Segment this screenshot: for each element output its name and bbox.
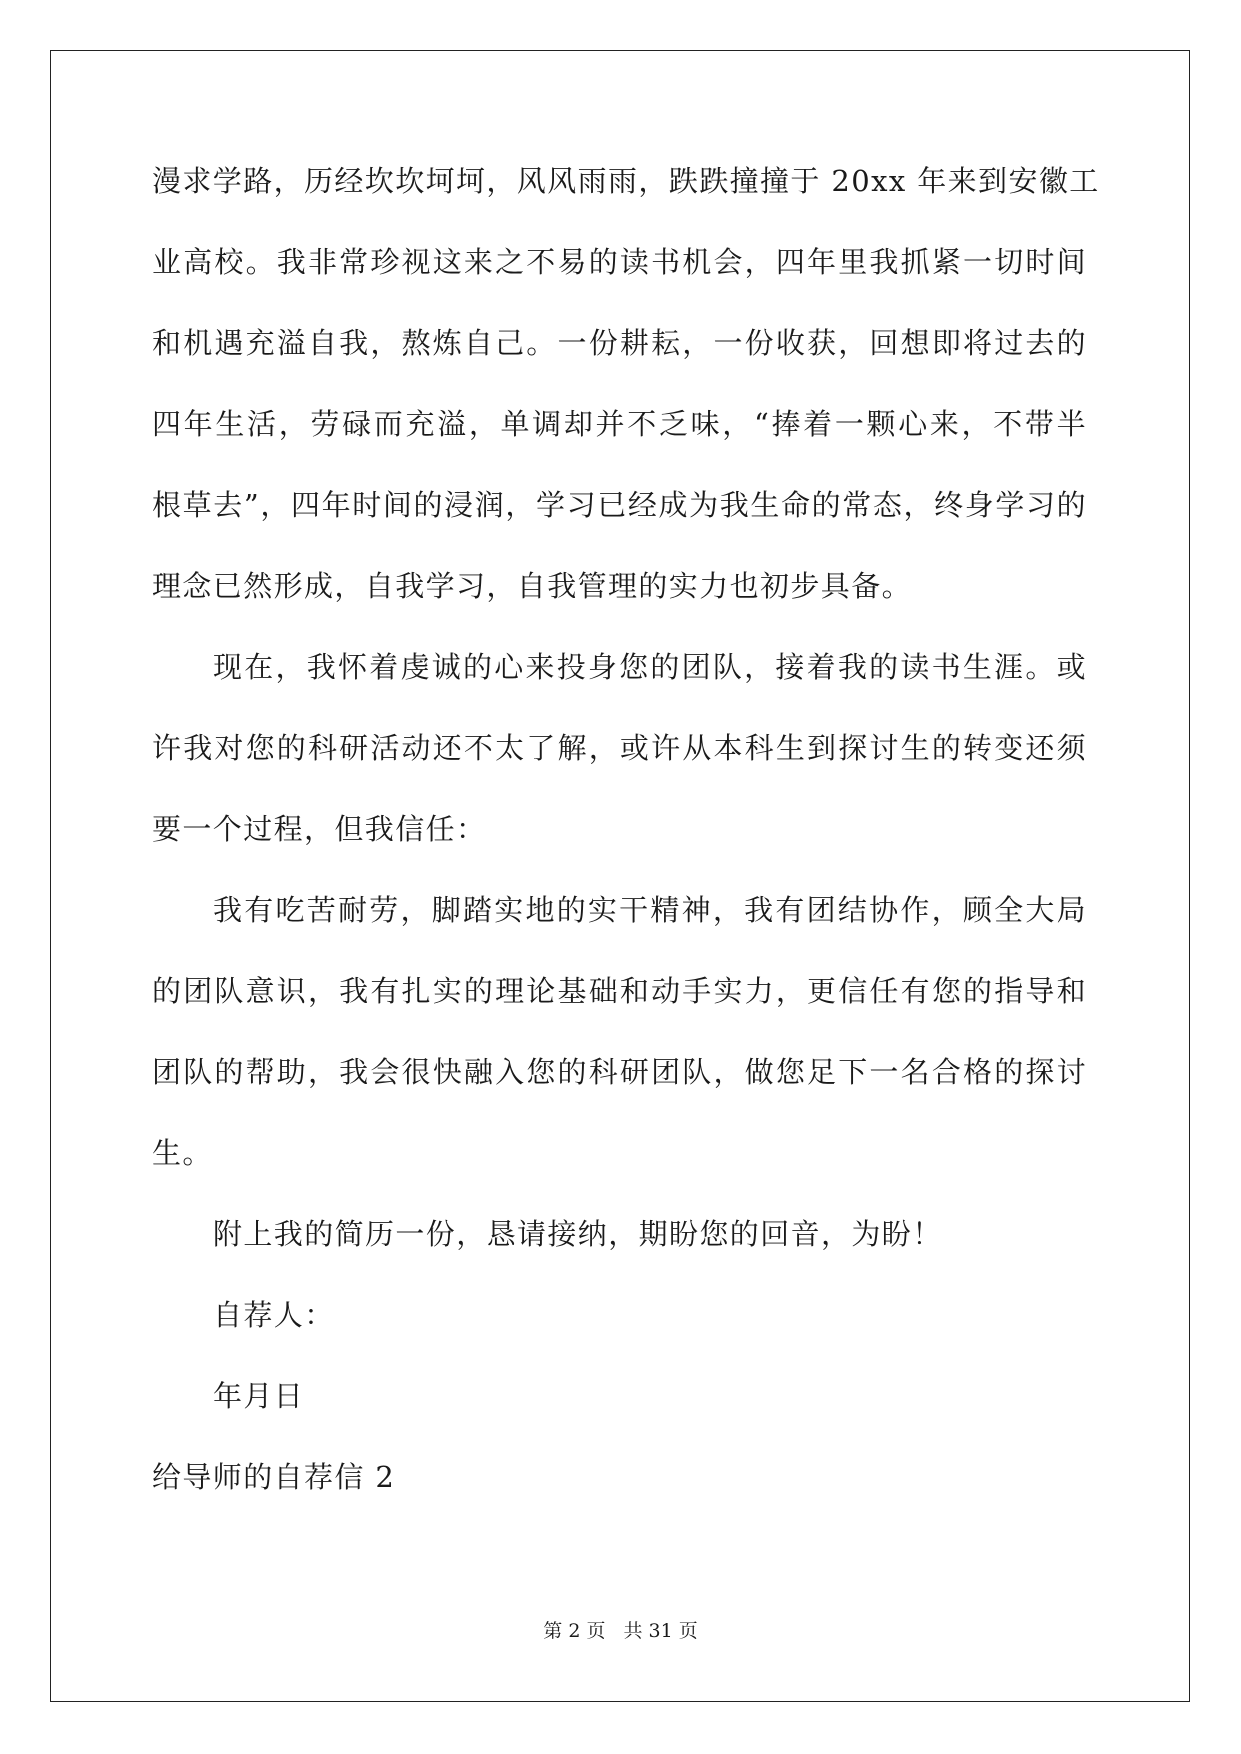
document-body bbox=[152, 158, 1100, 1535]
paragraph-line: 四年生活，劳碌而充溢，单调却并不乏味，“捧着一颗心来，不带半 bbox=[152, 407, 1087, 441]
page-number: 第 2 页 bbox=[543, 1620, 606, 1642]
paragraph-line: 业高校。我非常珍视这来之不易的读书机会，四年里我抓紧一切时间 bbox=[152, 245, 1087, 279]
paragraph-line: 的团队意识，我有扎实的理论基础和动手实力，更信任有您的指导和 bbox=[152, 974, 1087, 1008]
section-heading: 给导师的自荐信 2 bbox=[152, 1460, 396, 1494]
paragraph-line: 许我对您的科研活动还不太了解，或许从本科生到探讨生的转变还须 bbox=[152, 731, 1087, 765]
page-footer bbox=[0, 1616, 1241, 1643]
page-total: 共 31 页 bbox=[623, 1620, 698, 1642]
paragraph-line: 根草去”，四年时间的浸润，学习已经成为我生命的常态，终身学习的 bbox=[152, 488, 1087, 522]
date-line: 年月日 bbox=[213, 1379, 305, 1413]
paragraph-line: 团队的帮助，我会很快融入您的科研团队，做您足下一名合格的探讨 bbox=[152, 1055, 1087, 1089]
paragraph-line: 我有吃苦耐劳，脚踏实地的实干精神，我有团结协作，顾全大局 bbox=[213, 893, 1087, 927]
paragraph-line: 理念已然形成，自我学习，自我管理的实力也初步具备。 bbox=[152, 569, 913, 603]
paragraph-line: 和机遇充溢自我，熬炼自己。一份耕耘，一份收获，回想即将过去的 bbox=[152, 326, 1087, 360]
paragraph-line: 现在，我怀着虔诚的心来投身您的团队，接着我的读书生涯。或 bbox=[213, 650, 1087, 684]
paragraph-line: 附上我的简历一份，恳请接纳，期盼您的回音，为盼！ bbox=[213, 1217, 943, 1251]
paragraph-line: 漫求学路，历经坎坎坷坷，风风雨雨，跌跌撞撞于 20xx 年来到安徽工 bbox=[152, 164, 1100, 198]
signature-label: 自荐人： bbox=[213, 1298, 335, 1332]
paragraph-line: 生。 bbox=[152, 1136, 213, 1170]
paragraph-line: 要一个过程，但我信任： bbox=[152, 812, 487, 846]
